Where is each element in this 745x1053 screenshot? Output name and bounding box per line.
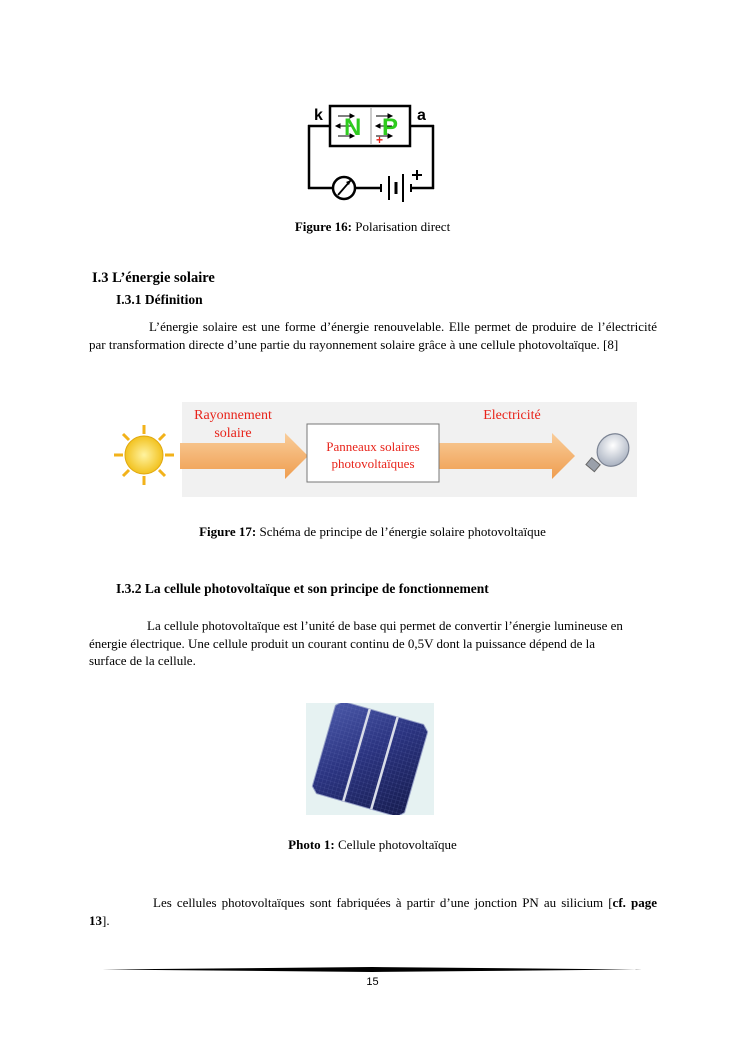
- label-n: N: [344, 114, 362, 141]
- figure17-caption: [0, 524, 745, 540]
- figure16-caption-text: Polarisation direct: [351, 219, 451, 234]
- label-rayonnement-line2: solaire: [214, 426, 252, 441]
- subsection-heading-i31: I.3.1 Définition: [116, 292, 203, 307]
- figure17-caption-text: Schéma de principe de l’énergie solaire photovoltaïque: [256, 524, 546, 539]
- figure17-caption-label: Figure 17:: [199, 524, 257, 539]
- label-electricite: Electricité: [483, 408, 541, 423]
- footer-rule: [102, 966, 642, 974]
- figure16-caption: [0, 219, 745, 235]
- section-heading-i3: I.3 L’énergie solaire: [92, 270, 215, 286]
- label-rayonnement-line1: Rayonnement: [194, 408, 272, 423]
- photo1-caption-label: Photo 1:: [288, 837, 335, 852]
- figure16-caption-label: Figure 16:: [294, 219, 352, 234]
- subsection-heading-i32: I.3.2 La cellule photovoltaïque et son principe de fonctionnement: [116, 581, 489, 596]
- closing-end: ].: [102, 912, 110, 928]
- page-number: 15: [366, 976, 379, 988]
- definition-paragraph: L’énergie solaire est une forme d’énergie renouvelable. Elle permet de produire de l’électricité par transformation directe d’une partie du rayonnement solaire grâce à une cellule photovoltaïque. [8]: [89, 319, 657, 352]
- label-p: P: [382, 114, 399, 141]
- label-panneaux-line2: photovoltaïques: [331, 456, 415, 471]
- figure17-solar-schema: [107, 402, 637, 497]
- label-panneaux-line1: Panneaux solaires: [326, 439, 420, 454]
- closing-paragraph: [89, 894, 657, 929]
- figure16-diode-circuit: [300, 100, 445, 205]
- label-k: k: [314, 107, 323, 124]
- photo1-caption-text: Cellule photovoltaïque: [334, 837, 457, 852]
- closing-reference: cf. page 13: [89, 895, 657, 928]
- photo1-caption: [0, 837, 745, 853]
- closing-text: Les cellules photovoltaïques sont fabriquées à partir d’une jonction PN au silicium [: [153, 895, 613, 910]
- photo1-solar-cell: [306, 703, 434, 815]
- cell-paragraph: La cellule photovoltaïque est l’unité de base qui permet de convertir l’énergie lumineuse en énergie électrique. Une cellule produit un courant continu de 0,5V dont la puissance dépend de la surface de la cellule.: [89, 618, 623, 668]
- label-plus: +: [376, 133, 384, 147]
- label-a: a: [417, 107, 426, 124]
- battery-icon: [381, 170, 422, 202]
- sun-icon: [114, 425, 174, 485]
